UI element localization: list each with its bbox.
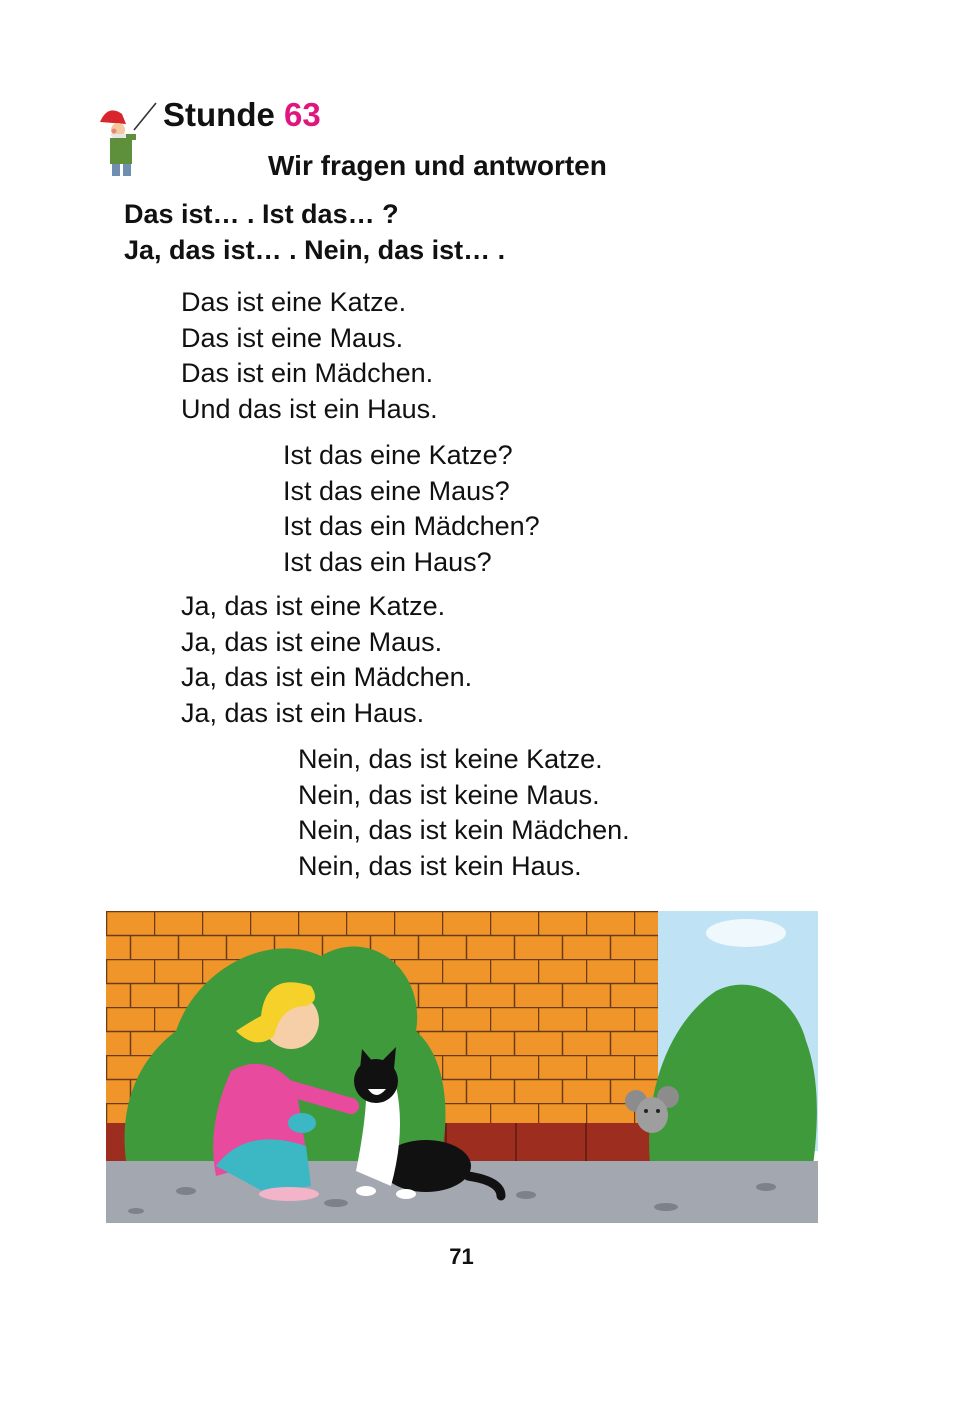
verse-line: Ist das eine Katze? [283,440,513,470]
girl-petting-cat-illustration [106,911,818,1223]
stanza-yes-answers [181,589,472,731]
verse-line: Das ist eine Maus. [181,322,404,353]
verse-line: Ja, das ist ein Mädchen. [181,662,473,692]
verse-line: Ist das ein Mädchen? [283,511,540,541]
verse-line: Nein, das ist kein Haus. [298,850,582,881]
pattern-line-2: Ja, das ist… . Nein, das ist… . [124,235,506,265]
stanza-questions [283,438,540,580]
page-title [163,96,321,134]
verse-line: Nein, das ist keine Maus. [298,779,600,810]
stanza-no-answers [298,742,630,884]
pattern-line-1: Das ist… . Ist das… ? [124,199,399,229]
verse-line: Nein, das ist kein Mädchen. [298,815,630,845]
verse-line: Das ist eine Katze. [181,287,407,317]
title-word: Stunde [163,96,275,133]
verse-line: Ist das eine Maus? [283,475,510,506]
lesson-subtitle: Wir fragen und antworten [268,150,607,181]
page-number: 71 [449,1244,474,1269]
gnome-teacher-icon [96,100,158,178]
verse-line: Und das ist ein Haus. [181,393,438,424]
verse-line: Das ist ein Mädchen. [181,358,434,388]
lesson-number: 63 [284,96,321,133]
verse-line: Ja, das ist eine Katze. [181,591,446,621]
verse-line: Ja, das ist eine Maus. [181,626,443,657]
verse-line: Ja, das ist ein Haus. [181,697,425,728]
verse-line: Ist das ein Haus? [283,546,492,577]
stanza-statements [181,285,438,427]
verse-line: Nein, das ist keine Katze. [298,744,603,774]
